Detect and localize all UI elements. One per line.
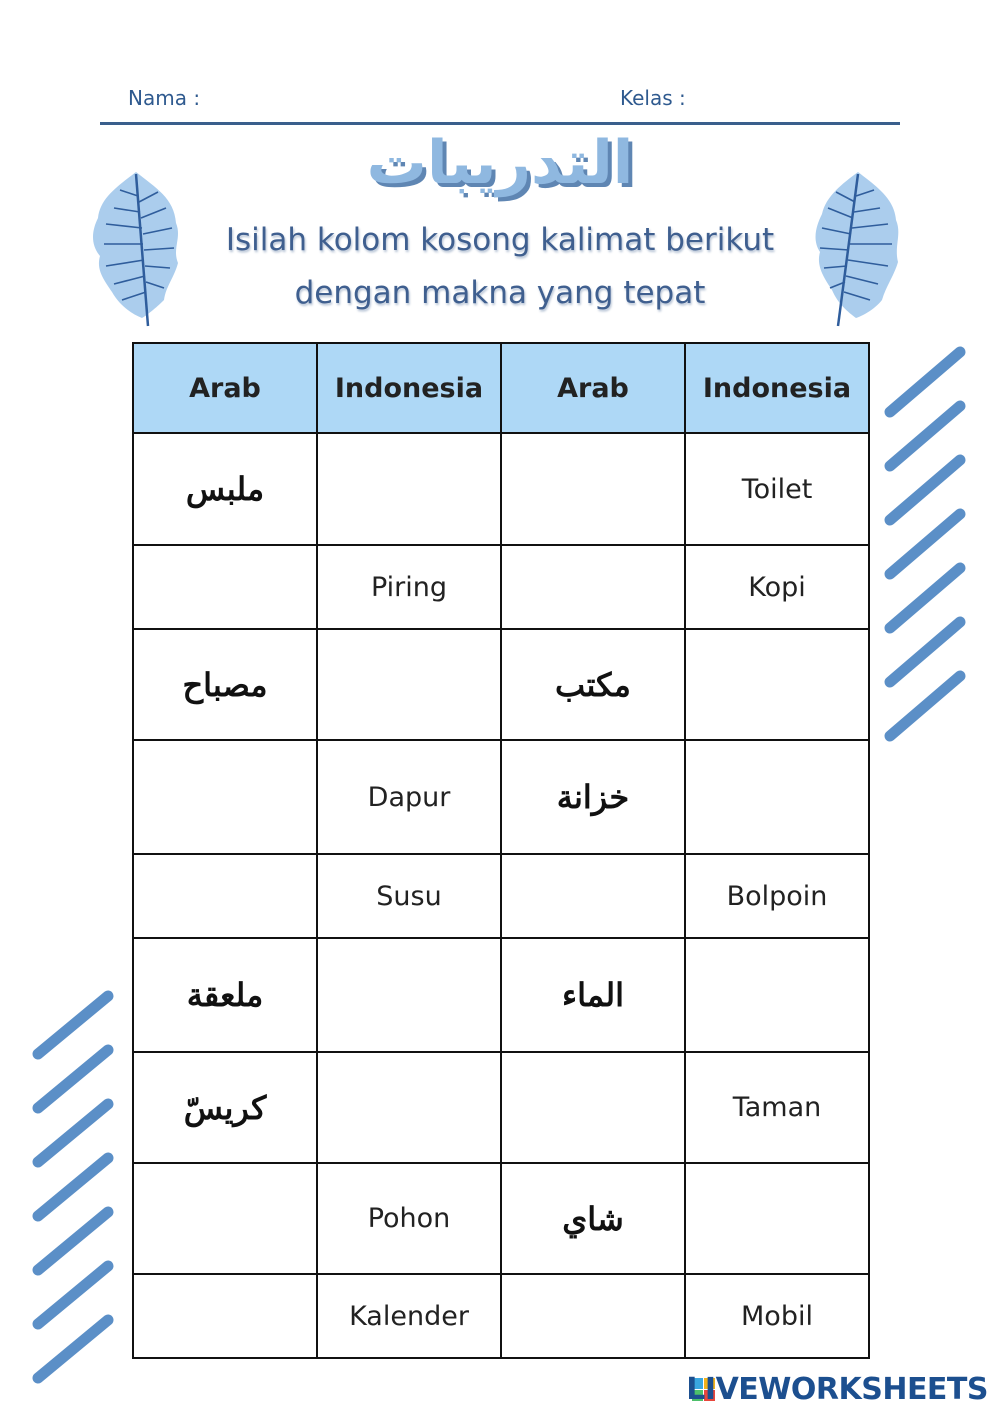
answer-cell-indonesia[interactable]	[685, 1163, 869, 1274]
answer-cell-arab[interactable]	[133, 854, 317, 938]
indonesia-cell: Kalender	[317, 1274, 501, 1358]
table-row	[133, 1274, 869, 1358]
leaf-icon	[808, 168, 908, 328]
decorative-stripes	[880, 340, 975, 750]
table-row	[133, 545, 869, 629]
name-label: Nama :	[128, 86, 201, 110]
arab-cell: مصباح	[133, 629, 317, 740]
answer-cell-arab[interactable]	[133, 1163, 317, 1274]
indonesia-cell: Taman	[685, 1052, 869, 1163]
indonesia-cell: Bolpoin	[685, 854, 869, 938]
decorative-stripes	[28, 984, 123, 1404]
table-row	[133, 1052, 869, 1163]
arab-cell: كريسّ	[133, 1052, 317, 1163]
table-header-row	[133, 343, 869, 433]
answer-cell-arab[interactable]	[501, 1052, 685, 1163]
instruction-line-1: Isilah kolom kosong kalimat berikut	[225, 222, 775, 258]
answer-cell-arab[interactable]	[501, 433, 685, 545]
answer-cell-indonesia[interactable]	[317, 1052, 501, 1163]
answer-cell-arab[interactable]	[133, 1274, 317, 1358]
answer-cell-indonesia[interactable]	[317, 433, 501, 545]
column-header-indonesia: Indonesia	[317, 343, 501, 433]
answer-cell-indonesia[interactable]	[317, 629, 501, 740]
arab-cell: ملعقة	[133, 938, 317, 1052]
column-header-arab: Arab	[501, 343, 685, 433]
header-divider	[100, 122, 900, 125]
answer-cell-arab[interactable]	[501, 545, 685, 629]
arab-cell: مكتب	[501, 629, 685, 740]
answer-cell-arab[interactable]	[133, 545, 317, 629]
indonesia-cell: Piring	[317, 545, 501, 629]
arab-cell: شاي	[501, 1163, 685, 1274]
indonesia-cell: Susu	[317, 854, 501, 938]
arab-cell: ملبس	[133, 433, 317, 545]
table-row	[133, 854, 869, 938]
indonesia-cell: Toilet	[685, 433, 869, 545]
answer-cell-arab[interactable]	[501, 1274, 685, 1358]
instruction-line-2: dengan makna yang tepat	[294, 275, 706, 311]
vocabulary-table	[132, 342, 870, 1359]
arab-cell: الماء	[501, 938, 685, 1052]
indonesia-cell: Dapur	[317, 740, 501, 854]
table-row	[133, 938, 869, 1052]
brand-wordmark: LIVEWORKSHEETS	[686, 1372, 988, 1407]
arab-cell: خزانة	[501, 740, 685, 854]
column-header-arab: Arab	[133, 343, 317, 433]
answer-cell-indonesia[interactable]	[685, 938, 869, 1052]
leaf-icon	[86, 168, 186, 328]
table-row	[133, 433, 869, 545]
indonesia-cell: Pohon	[317, 1163, 501, 1274]
answer-cell-indonesia[interactable]	[685, 740, 869, 854]
indonesia-cell: Mobil	[685, 1274, 869, 1358]
class-label: Kelas :	[620, 86, 686, 110]
table-row	[133, 740, 869, 854]
answer-cell-arab[interactable]	[133, 740, 317, 854]
page-title: التدريبات	[366, 128, 634, 198]
answer-cell-indonesia[interactable]	[685, 629, 869, 740]
column-header-indonesia: Indonesia	[685, 343, 869, 433]
indonesia-cell: Kopi	[685, 545, 869, 629]
answer-cell-arab[interactable]	[501, 854, 685, 938]
table-row	[133, 629, 869, 740]
answer-cell-indonesia[interactable]	[317, 938, 501, 1052]
table-row	[133, 1163, 869, 1274]
